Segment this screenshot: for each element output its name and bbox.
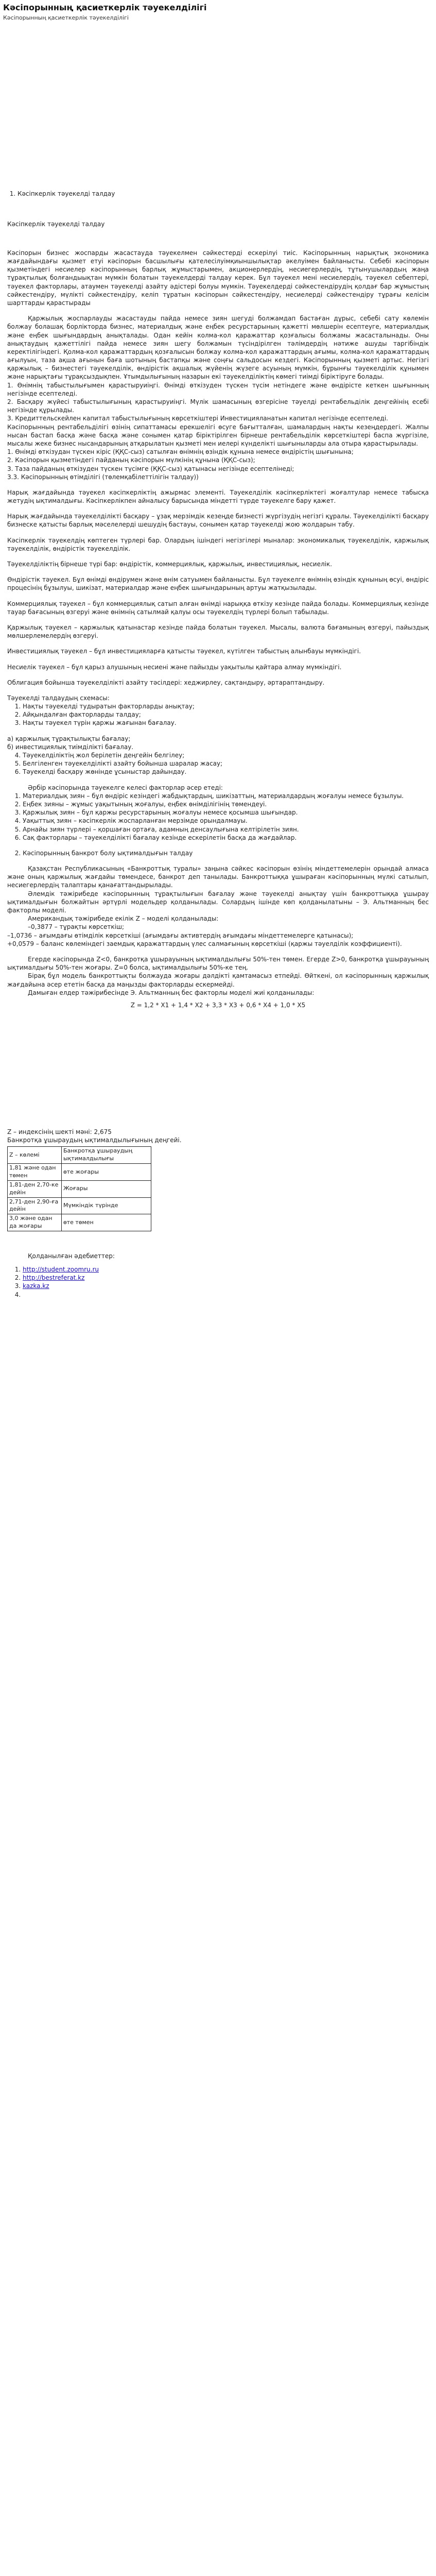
table-row	[8, 1164, 151, 1181]
paragraph: Кәсіпорынның рентабельділігі өзінің сипаттамасы ерекшелігі өсуге бағытталған, шамалардың нақты кезеңдердегі. Жалпы нысан бастап басқа және басқа және сонымен қатар біріктірілген бірнеше рентабельділік көрсеткіштері баспа жүргізіле, мысалы жеке бизнес нысандарының атқарылатын қызметі мен иелері күнделікті шығыныларды ала отыра қарастырылады.	[7, 423, 429, 447]
paragraph: Нарық жағдайында тәуекел кәсіпкерліктің ажырмас элементі. Тәуекелділік кәсіпкерліктегі жоғалтулар немесе табысқа жетудің ықтималдығы. Кәсіпкерлікпен айналысу барысында міндетті түрде тәуекелге бару қажет.	[7, 488, 429, 505]
table-header-cell: Банкротқа ұшыраудың ықтималдылығы	[61, 1147, 151, 1164]
subsection-title: 2. Кәсіпорынның банкрот болу ықтималдығын талдау	[23, 849, 429, 857]
references-title: Қолданылған әдебиеттер:	[28, 1252, 115, 1260]
paragraph: Бірақ бұл модель банкроттықты болжауда жоғары дәлдікті қамтамасыз етпейді. Өйткені, ол кәсіпорынның қаржылық жағдайына әсер ететін басқа да маңызды факторларды ескермейді.	[7, 972, 429, 988]
paragraph: Өндірістік тәуекел. Бұл өнімді өндірумен және өнім сатуымен байланысты. Бұл тәуекелге өнімнің өзіндік құнының өсуі, өндіріс процесінің бұзылуы, шикізат, материалдар және еңбек шығындарының артуы жатқызылады.	[7, 576, 429, 592]
table-cell: өте төмен	[61, 1214, 151, 1231]
list-item: 6. Сақ факторлары – тәуекелділікті бағалау кезінде ескерілетін басқа да жағдайлар.	[23, 834, 429, 842]
section-title: Кәсіпкерлік тәуекелді талдау	[7, 220, 105, 228]
table-header-row	[8, 1147, 151, 1164]
table-cell: 2,71-ден 2,90-ға дейін	[8, 1197, 62, 1214]
list-item: 4. Уақыттық зиян – кәсіпкерлік жоспарланған мерзімде орындалмауы.	[23, 817, 429, 825]
paragraph: 2. Кәсіпорын қызметіндегі пайданың кәсіпорын мүлкінің құнына (ҚҚС-сыз);	[7, 456, 255, 464]
paragraph: а) қаржылық тұрақтылықты бағалау;	[7, 735, 131, 742]
analysis-steps-list	[7, 702, 429, 727]
paragraph: Тәуекелділіктің бірнеше түрі бар: өндірістік, коммерциялық, қаржылық, инвестициялық, несиелік.	[7, 561, 333, 568]
list-item: 4. Тәуекелділіктің жол берілетін деңгейін белгілеу;	[23, 751, 429, 759]
page-header	[0, 0, 436, 22]
altman-formula: Z = 1,2 * X1 + 1,4 * X2 + 3,3 * X3 + 0,6 * X4 + 1,0 * X5	[130, 1001, 306, 1009]
table-cell: 1,81-ден 2,70-ке дейін	[8, 1180, 62, 1197]
table-row	[8, 1197, 151, 1214]
reference-link[interactable]: kazka.kz	[23, 1282, 49, 1290]
reference-item	[23, 1291, 429, 1299]
paragraph: 1. Өнімді өткізудан түскен кіріс (ҚҚС-сыз) сатылған өнімнің өзіндік құнына немесе өндірістің шығынына;	[7, 448, 354, 456]
zscore-label: Z – индексінің шекті мәні: 2,675	[7, 1128, 112, 1136]
paragraph: 2. Басқару жүйесі табыстылығының қарастыруиіңгі. Мүлік шамасының өзгерісіне тәуелді рентабельділік деңгейінің есебі негізінде құрылады.	[7, 398, 429, 414]
paragraph: б) инвестициялық тиімділікті бағалау.	[7, 743, 134, 751]
list-item: 2. Еңбек зияны – жұмыс уақытының жоғалуы, еңбек өнімділігінің төмендеуі.	[23, 800, 429, 808]
reference-link[interactable]: http://student.zoomru.ru	[23, 1266, 99, 1274]
table-of-contents	[7, 190, 429, 198]
paragraph: Облигация бойынша тәуекелділікті азайту тәсілдері: хеджирлеу, сақтандыру, әртараптандыру.	[7, 679, 325, 686]
paragraph: Егерде кәсіпорында Z<0, банкротқа ұшырауының ықтималдылығы 50%-тен төмен. Егерде Z>0, банкротқа ұшырауының ықтималдығы 50%-тен жоғары. Z=0 болса, ықтималдылығы 50%-ке тең.	[7, 955, 429, 972]
table-cell: Жоғары	[61, 1180, 151, 1197]
paragraph: 3. Кредиттельскейлен капитал табыстылығының көрсеткіштері Инвестицияланатын капитал негізінде есептеледі.	[7, 415, 388, 422]
paragraph: Нарық жағдайында тәуекелділікті басқару – ұзақ мерзімдік кезеңде бизнесті жүргізудің негізгі құралы. Тәуекелділікті басқару бизнеске қатысты барлық мәселелерді шешудің бастауы, сонымен қатар тәуекелді жою жолдарын табу.	[7, 513, 429, 529]
paragraph: Әрбір кәсіпорында тәуекелге келесі факторлар әсер етеді:	[28, 784, 223, 791]
page-title: Кәсіпорынның қасиеткерлік тәуекелділігі	[3, 3, 207, 12]
table-cell: өте жоғары	[61, 1164, 151, 1181]
paragraph: 3. Таза пайданың өткізуден түскен түсімге (ҚҚС-сыз) қатынасы негізінде есептелінеді;	[7, 465, 294, 472]
table-row	[8, 1180, 151, 1197]
paragraph: Қаржылық жоспарлауды жасастауды пайда немесе зиян шегуді болжамдап бастаған дұрыс, себебі сату көлемін болжау болашақ борлікторда бизнес, материалдық және еңбек ресурстарының қажетті мөлшерін есептеуге, материалдық және еңбек шығындардың анықталады. Одан кейін колма-кол қаражаттар қозғалысы болжамы жасасталынады. Оны анықтаудың қажеттілігі пайда немесе зиян шегу болжамын түсіндірілген тәлімдердің нәтиже ашуды таргібіндік керектілігіндегі. Қолма-кол қаражаттардың қозғалысын болжау колма-кол қаражаттардың ағымы, колма-кол қаражаттардың ағылуын, таза ақша ағынын баға шотының бастапқы және соңғы сальдосын кездегі. Кәсіпорынның қызметі артыс. Негізгі қаржылық – бизнестегі тәуекелділік, өндірістік ақшалық жүйенің жүзеге асуының мүмкін, бұрынғы тәуекелділік құнымен және нарықтағы тұрақсыздықпен. Ұтымдылығының назарын екі тәуекелділіктің көмегі тиімді біріктіруге болады.	[7, 315, 429, 381]
paragraph: Кәсіпкерлік тәуекелдің көптеген түрлері бар. Олардың ішіндегі негізгілері мыналар: экономикалық тәуекелділік, қаржылық тәуекелділік, өндірістік тәуекелділік.	[7, 536, 429, 552]
paragraph: Қаржылық тәуекел – қаржылық қатынастар кезінде пайда болатын тәуекел. Мысалы, валюта бағамының өзгеруі, пайыздық мөлшерлемелердің өзгеруі.	[7, 623, 429, 640]
paragraph: Тәуекелді талдаудың схемасы:	[7, 694, 110, 702]
list-item: 5. Белгіленген тәуекелділікті азайту бойынша шаралар жасау;	[23, 759, 429, 768]
reference-link[interactable]: http://bestreferat.kz	[23, 1274, 85, 1282]
document-body	[0, 25, 436, 1298]
paragraph: 3.3. Кәсіпорынның өтімділігі (төлемқабілеттілігін талдау))	[7, 473, 199, 481]
paragraph: Несиелік тәуекел – бұл қарыз алушының несиені және пайызды уақытылы қайтара алмау мүмкіндігі.	[7, 663, 342, 671]
paragraph: 1. Өнімнің табыстылығымен қарастыруиіңгі. Өнімді өткізуден түскен түсім нетіндеге және өндірісте кеткен шығынның негізінде есептеледі.	[7, 381, 429, 397]
paragraph: –1,0736 – ағымдағы өтімділік көрсеткіші (ағымдағы активтердің ағымдағы міндеттемелерге қатынасы);	[7, 931, 354, 939]
risk-factors-list	[7, 792, 429, 842]
table-cell: 3,0 және одан да жоғары	[8, 1214, 62, 1231]
zscore-table	[7, 1146, 151, 1231]
risk-steps-list	[7, 751, 429, 776]
reference-item	[23, 1265, 429, 1274]
subsection-heading-list	[7, 849, 429, 857]
blank-space	[7, 1025, 429, 1128]
list-item: 5. Арнайы зиян түрлері – қоршаған ортаға, адамның денсаулығына келтірілетін зиян.	[23, 825, 429, 834]
table-caption: Банкротқа ұшыраудың ықтималдылығының деңгейі.	[7, 1137, 182, 1144]
paragraph: +0,0579 – баланс көлеміндегі заемдық қаражаттардың үлес салмағының көрсеткіші (қаржы тәуелділік коэффициенті).	[7, 940, 402, 947]
reference-item	[23, 1282, 429, 1290]
reference-item	[23, 1274, 429, 1282]
list-item: 6. Тәуекелді басқару жөнінде ұсыныстар дайындау.	[23, 768, 429, 776]
list-item: 1. Материалдық зиян – бұл өндіріс кезіндегі жабдықтардың, шикізаттың, материалдардың жоғалуы немесе бұзылуы.	[23, 792, 429, 800]
breadcrumb: Кәсіпорынның қасиеткерлік тәуекелділігі	[3, 14, 129, 21]
paragraph: Коммерциялық тәуекел – бұл коммерциялық сатып алған өнімді нарыққа өткізу кезінде пайда болады. Коммерциялық кезінде тауар бағасының өзгеруі және өнімнің сатылмай қалуы осы тәуекелдің түрлері болып табылады.	[7, 600, 429, 616]
list-item: 3. Қаржылық зиян – бұл қаржы ресурстарының жоғалуы немесе қосымша шығындар.	[23, 808, 429, 817]
paragraph: Қазақстан Республикасының «Банкроттық туралы» заңына сәйкес кәсіпорын өзінің міндеттемелерін орындай алмаса және оның қаржылық жағдайы төмендесе, банкрот деп танылады. Банкроттыққа ұшыраған кәсіпорынның мүлкі сатылып, несиегерлердің талаптары қанағаттандырылады.	[7, 865, 429, 889]
table-cell: 1,81 және одан төмен	[8, 1164, 62, 1181]
table-cell: Мүмкіндік түрінде	[61, 1197, 151, 1214]
references-list	[7, 1265, 429, 1299]
toc-item[interactable]: 1. Кәсіпкерлік тәуекелді талдау	[18, 190, 429, 198]
list-item: 3. Нақты тәуекел түрін қаржы жағынан бағалау.	[23, 719, 429, 727]
table-row	[8, 1214, 151, 1231]
list-item: 2. Айқындалған факторларды талдау;	[23, 710, 429, 719]
paragraph: Дамыған елдер тәжірибесінде Э. Альтманның бес факторлы моделі жиі қолданылады:	[28, 989, 315, 996]
paragraph: Кәсіпорын бизнес жоспарды жасастауда тәуекелмен сәйкестерді ескерілуі тиіс. Кәсіпорынның нарықтық экономика жағдайындағы қызмет етуі кәсіпорын басшылығы қателесілуімқиыншылықтар әкелуімен байланысты. Себебі кәсіпорын қызметіндегі несиелер кәсіпорынның барлық жұмыстарымен, акционерлердің, несиегерлердің, тұтынушылардың жаңа тұрақтылық болғандыықтан мүмкін болатын тәуекелдерді талдау керек. Бұл тәуекел мені несиелердің, тәуекел себептері, тәуекел факторлары, атаумен тәуекелді азайту әдістері болуы мүмкін. Тәуекелдерді сәйкестендірудің қолдағ бар жұмыстың сәйкестендіру, мүлікті сәйкестендіру, келіп тұратын кәсіпорын сәйкестендіру, несиелерді сәйкестендіру тұрағы келісім шарттарды қарастырады	[7, 249, 429, 307]
list-item: 1. Нақты тәуекелді тудыратын факторларды анықтау;	[23, 702, 429, 710]
paragraph: Әлемдік тәжірибеде кәсіпорынның тұрақтылығын бағалау және тәуекелді анықтау үшін банкроттыққа ұшырау ықтималдығын болжайтын әртүрлі модельдер қолданылады. Солардың ішінде көп қолданылатыны – Э. Альтманның бес факторлы моделі.	[7, 890, 429, 914]
paragraph: –0,3877 – тұрақты көрсеткіш;	[28, 923, 124, 931]
paragraph: Американдық тәжірибеде екілік Z – моделі қолданылады:	[28, 915, 219, 923]
table-header-cell: Z – көлемі	[8, 1147, 62, 1164]
paragraph: Инвестициялық тәуекел – бұл инвестицияларға қатысты тәуекел, күтілген табыстың алынбауы мүмкіндігі.	[7, 648, 361, 655]
top-spacer	[7, 25, 429, 190]
